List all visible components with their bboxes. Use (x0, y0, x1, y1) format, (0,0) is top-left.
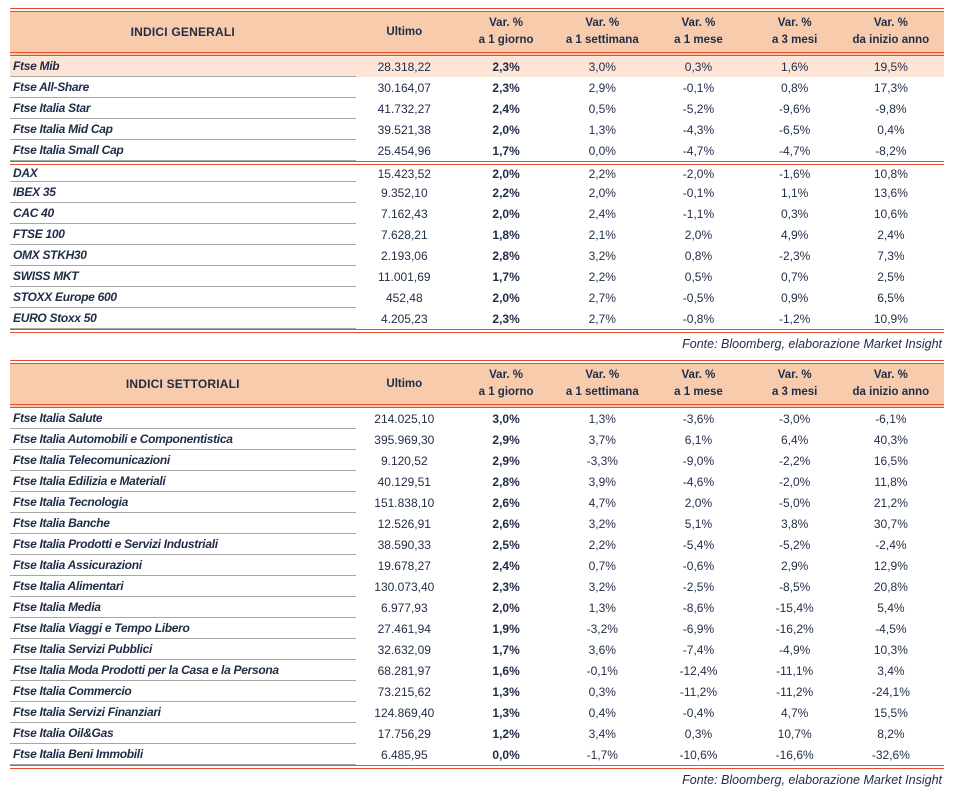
var-1w-value: 3,7% (588, 432, 616, 447)
ultimo-value: 124.869,40 (374, 705, 435, 720)
general-header-row (10, 12, 944, 56)
var-label-line2: a 1 settimana (565, 386, 639, 398)
table-row (10, 639, 944, 660)
var-1d-value: 2,8% (492, 248, 520, 263)
var-label-line1: Var. % (777, 368, 812, 381)
var-1d-value: 2,3% (492, 311, 520, 326)
var-1w-value: 0,7% (588, 558, 616, 573)
col-header-var-1m (655, 364, 751, 408)
index-name: Ftse Italia Telecomunicazioni (10, 450, 356, 471)
var-1m-value: -0,8% (682, 311, 715, 326)
table-row (10, 224, 944, 245)
var-ytd-value: 0,4% (877, 122, 905, 137)
col-header-var-3m (752, 364, 848, 408)
index-name: Ftse Italia Servizi Finanziari (10, 702, 356, 723)
table-row (10, 408, 944, 429)
var-3m-value: -16,6% (775, 747, 814, 762)
var-3m-value: -5,2% (778, 537, 811, 552)
table-row (10, 119, 944, 140)
var-label-line1: Var. % (585, 368, 620, 381)
col-header-ultimo: Ultimo (356, 12, 463, 56)
var-3m-value: -2,3% (778, 248, 811, 263)
ultimo-value: 27.461,94 (377, 621, 431, 636)
var-ytd-value: 15,5% (873, 705, 908, 720)
ultimo-value: 15.423,52 (356, 161, 463, 182)
var-1d-value: 2,6% (492, 495, 520, 510)
var-3m-value: -11,2% (776, 684, 814, 699)
var-1w-value: -3,3% (586, 453, 618, 468)
var-ytd-value: 2,4% (877, 227, 905, 242)
indici-generali-table-wrap (10, 8, 944, 333)
index-name: Ftse Italia Star (10, 98, 356, 119)
var-1w-value: 2,0% (588, 185, 616, 200)
ultimo-value: 68.281,97 (377, 663, 431, 678)
var-1w-value: 2,7% (588, 290, 616, 305)
table-row (10, 492, 944, 513)
index-name: Ftse Italia Servizi Pubblici (10, 639, 356, 660)
ultimo-value: 38.590,33 (377, 537, 431, 552)
settoriali-table-title: INDICI SETTORIALI (10, 364, 356, 408)
table-row (10, 77, 944, 98)
var-1d-value: 2,4% (492, 101, 520, 116)
ultimo-value: 6.977,93 (380, 600, 428, 615)
var-3m-value: 6,4% (780, 432, 809, 447)
ultimo-value: 395.969,30 (374, 432, 435, 447)
var-ytd-value: 10,6% (873, 206, 908, 221)
ultimo-value: 25.454,96 (377, 143, 431, 158)
var-ytd-value: 7,3% (877, 248, 905, 263)
var-3m-value: -11,1% (776, 663, 814, 678)
table-row (10, 287, 944, 308)
var-1d-value: 3,0% (492, 411, 520, 426)
var-3m-value: -4,7% (778, 143, 811, 158)
table-row (10, 203, 944, 224)
var-1m-value: -0,5% (682, 290, 715, 305)
var-1m-value: 2,0% (684, 227, 713, 242)
var-1w-value: 3,2% (588, 248, 616, 263)
var-3m-value: 4,7% (780, 705, 809, 720)
ultimo-value: 452,48 (385, 290, 423, 305)
var-1m-value: -1,1% (682, 206, 715, 221)
settoriali-table-header (10, 364, 944, 408)
var-3m-value: -9,6% (778, 101, 811, 116)
settoriali-table-body (10, 408, 944, 765)
var-3m-value: -16,2% (775, 621, 814, 636)
var-3m-value: 0,3% (780, 206, 809, 221)
ultimo-value: 7.628,21 (380, 227, 428, 242)
indici-settoriali-table-wrap (10, 360, 944, 769)
index-name: IBEX 35 (10, 182, 356, 203)
source-note: Fonte: Bloomberg, elaborazione Market Insight (682, 337, 942, 351)
index-name: CAC 40 (10, 203, 356, 224)
var-1m-value: -7,4% (682, 642, 715, 657)
var-1m-value: -2,5% (682, 579, 715, 594)
table-row (10, 98, 944, 119)
var-1d-value: 1,9% (492, 621, 520, 636)
var-ytd-value: 10,3% (873, 642, 908, 657)
var-1m-value: -9,0% (682, 453, 715, 468)
ultimo-value: 30.164,07 (377, 80, 431, 95)
col-header-ultimo: Ultimo (356, 364, 463, 408)
var-1m-value: -0,4% (682, 705, 715, 720)
table-row (10, 245, 944, 266)
ultimo-value: 17.756,29 (377, 726, 431, 741)
index-name: FTSE 100 (10, 224, 356, 245)
var-1d-value: 2,6% (492, 516, 520, 531)
table-row (10, 429, 944, 450)
var-1d-value: 1,8% (492, 227, 520, 242)
ultimo-value: 9.120,52 (380, 453, 428, 468)
var-ytd-value: 30,7% (873, 516, 908, 531)
var-1d-value: 2,3% (492, 579, 520, 594)
var-1d-value: 2,0% (492, 290, 520, 305)
var-1d-value: 1,3% (492, 705, 520, 720)
var-label-line1: Var. % (489, 16, 524, 29)
var-ytd-value: 16,5% (873, 453, 908, 468)
var-1m-value: -6,9% (682, 621, 715, 636)
var-1d-value: 2,8% (492, 474, 520, 489)
var-1m-value: 0,3% (684, 726, 713, 741)
index-name: Ftse Italia Alimentari (10, 576, 356, 597)
var-3m-value: -4,9% (778, 642, 811, 657)
var-ytd-value: 13,6% (873, 185, 908, 200)
var-ytd-value: -6,1% (875, 411, 907, 426)
index-name: Ftse Italia Small Cap (10, 140, 356, 161)
table-row (10, 723, 944, 744)
var-ytd-value: 21,2% (873, 495, 908, 510)
var-3m-value: 4,9% (780, 227, 809, 242)
var-ytd-value: 17,3% (873, 80, 908, 95)
var-1w-value: 2,9% (588, 80, 616, 95)
var-1w-value: 1,3% (588, 122, 616, 137)
var-ytd-value: -9,8% (875, 101, 907, 116)
index-name: STOXX Europe 600 (10, 287, 356, 308)
var-1m-value: -4,3% (682, 122, 715, 137)
indici-settoriali-table (10, 364, 944, 765)
var-3m-value: -5,0% (778, 495, 811, 510)
var-1w-value: 2,2% (588, 269, 616, 284)
var-ytd-value: -24,1% (871, 684, 910, 699)
var-3m-value: 1,1% (780, 185, 809, 200)
var-1m-value: -4,6% (682, 474, 715, 489)
table-row (10, 308, 944, 329)
table-row (10, 555, 944, 576)
var-ytd-value: -4,5% (875, 621, 907, 636)
var-1w-value: 4,7% (588, 495, 616, 510)
var-1w-value: 0,5% (588, 101, 616, 116)
var-label-line2: a 1 mese (674, 34, 723, 46)
var-ytd-value: 3,4% (877, 663, 905, 678)
source-note: Fonte: Bloomberg, elaborazione Market Insight (682, 773, 942, 787)
var-label-line2: a 1 giorno (478, 34, 534, 46)
col-header-var-1d (463, 364, 559, 408)
table-row (10, 471, 944, 492)
var-ytd-value: -8,2% (875, 143, 907, 158)
index-name: Ftse Italia Edilizia e Materiali (10, 471, 356, 492)
var-ytd-value: 12,9% (873, 558, 908, 573)
var-1m-value: -5,2% (682, 101, 715, 116)
table-row (10, 660, 944, 681)
var-3m-value: 0,8% (780, 80, 809, 95)
ultimo-value: 9.352,10 (380, 185, 428, 200)
ultimo-value: 32.632,09 (377, 642, 431, 657)
var-1w-value: 2,4% (588, 206, 616, 221)
var-1m-value: 2,0% (684, 495, 713, 510)
var-label-line1: Var. % (585, 16, 620, 29)
var-ytd-value: 19,5% (848, 56, 944, 77)
indici-settoriali-section (10, 360, 944, 796)
var-1w-value: 3,4% (588, 726, 616, 741)
ultimo-value: 28.318,22 (356, 56, 463, 77)
var-1d-value: 2,4% (492, 558, 520, 573)
var-1m-value: -12,4% (679, 663, 718, 678)
index-name: Ftse Italia Oil&Gas (10, 723, 356, 744)
var-3m-value: 0,7% (780, 269, 809, 284)
var-1w-value: 3,0% (559, 56, 655, 77)
var-ytd-value: 20,8% (873, 579, 908, 594)
var-1w-value: 2,2% (559, 161, 655, 182)
table-row (10, 140, 944, 161)
index-name: Ftse Italia Viaggi e Tempo Libero (10, 618, 356, 639)
var-1w-value: 0,0% (588, 143, 616, 158)
var-1w-value: 0,3% (588, 684, 616, 699)
var-1m-value: -0,1% (682, 185, 715, 200)
var-1d-value: 2,0% (463, 161, 559, 182)
ultimo-value: 73.215,62 (377, 684, 431, 699)
var-ytd-value: 6,5% (877, 290, 905, 305)
ultimo-value: 130.073,40 (374, 579, 435, 594)
var-ytd-value: 40,3% (873, 432, 908, 447)
var-1d-value: 1,7% (492, 642, 520, 657)
var-label-line2: a 3 mesi (771, 34, 818, 46)
var-1m-value: -5,4% (682, 537, 715, 552)
var-1d-value: 2,0% (492, 206, 520, 221)
var-3m-value: -8,5% (778, 579, 811, 594)
var-1w-value: 3,9% (588, 474, 616, 489)
index-name: Ftse Italia Moda Prodotti per la Casa e la Persona (10, 660, 356, 681)
var-label-line2: a 1 giorno (478, 386, 534, 398)
var-1d-value: 1,7% (492, 143, 520, 158)
var-1w-value: -0,1% (586, 663, 618, 678)
var-1d-value: 0,0% (492, 747, 520, 762)
var-1w-value: 0,4% (588, 705, 616, 720)
var-1m-value: -0,1% (682, 80, 715, 95)
index-name: Ftse Italia Mid Cap (10, 119, 356, 140)
table-row (10, 576, 944, 597)
table-row (10, 450, 944, 471)
var-1d-value: 2,2% (492, 185, 520, 200)
var-1m-value: 0,3% (655, 56, 751, 77)
index-name: SWISS MKT (10, 266, 356, 287)
index-name: Ftse Italia Commercio (10, 681, 356, 702)
index-name: Ftse Italia Media (10, 597, 356, 618)
var-1d-value: 1,2% (492, 726, 520, 741)
var-label-line1: Var. % (873, 368, 908, 381)
var-1m-value: -11,2% (679, 684, 718, 699)
ultimo-value: 11.001,69 (378, 269, 431, 284)
col-header-var-1m (655, 12, 751, 56)
var-1m-value: 0,5% (684, 269, 713, 284)
var-1m-value: -3,6% (682, 411, 715, 426)
var-1w-value: 3,6% (588, 642, 616, 657)
table-row (10, 513, 944, 534)
var-label-line2: a 1 mese (674, 386, 723, 398)
var-ytd-value: 2,5% (877, 269, 905, 284)
var-3m-value: 2,9% (780, 558, 809, 573)
var-3m-value: 1,6% (752, 56, 848, 77)
var-3m-value: -2,0% (778, 474, 811, 489)
index-name: OMX STKH30 (10, 245, 356, 266)
ultimo-value: 6.485,95 (380, 747, 428, 762)
general-table-header (10, 12, 944, 56)
ultimo-value: 4.205,23 (380, 311, 428, 326)
var-ytd-value: 10,8% (848, 161, 944, 182)
index-name: Ftse Italia Automobili e Componentistica (10, 429, 356, 450)
col-header-var-ytd (848, 364, 944, 408)
index-name: Ftse Italia Assicurazioni (10, 555, 356, 576)
ultimo-value: 40.129,51 (377, 474, 431, 489)
index-name: Ftse Italia Tecnologia (10, 492, 356, 513)
var-1w-value: 1,3% (588, 600, 616, 615)
var-1w-value: -1,7% (586, 747, 618, 762)
table-row (10, 266, 944, 287)
col-header-var-ytd (848, 12, 944, 56)
var-1d-value: 2,0% (492, 600, 520, 615)
var-1d-value: 1,7% (492, 269, 520, 284)
var-1m-value: 0,8% (684, 248, 713, 263)
table-row (10, 681, 944, 702)
ultimo-value: 214.025,10 (374, 411, 435, 426)
var-1d-value: 2,9% (492, 453, 520, 468)
var-1m-value: 6,1% (684, 432, 713, 447)
var-1d-value: 2,5% (492, 537, 520, 552)
var-1w-value: 1,3% (588, 411, 616, 426)
index-name: Ftse Italia Beni Immobili (10, 744, 356, 765)
table-row (10, 744, 944, 765)
var-1d-value: 2,0% (492, 122, 520, 137)
var-1w-value: 3,2% (588, 579, 616, 594)
var-3m-value: 3,8% (780, 516, 809, 531)
var-label-line1: Var. % (681, 368, 716, 381)
var-1m-value: -8,6% (682, 600, 715, 615)
var-ytd-value: -2,4% (875, 537, 907, 552)
var-3m-value: -1,2% (778, 311, 811, 326)
var-ytd-value: 11,8% (874, 474, 908, 489)
table-row (10, 534, 944, 555)
index-name: Ftse Italia Salute (10, 408, 356, 429)
indici-generali-table (10, 12, 944, 329)
var-label-line1: Var. % (681, 16, 716, 29)
ultimo-value: 19.678,27 (377, 558, 431, 573)
ultimo-value: 41.732,27 (377, 101, 431, 116)
var-3m-value: -6,5% (778, 122, 811, 137)
var-label-line2: a 3 mesi (771, 386, 818, 398)
col-header-var-1w (559, 364, 655, 408)
var-1m-value: 5,1% (684, 516, 713, 531)
var-1w-value: -3,2% (586, 621, 618, 636)
var-ytd-value: 5,4% (877, 600, 905, 615)
var-3m-value: -1,6% (752, 161, 848, 182)
ultimo-value: 7.162,43 (380, 206, 428, 221)
var-ytd-value: 10,9% (873, 311, 908, 326)
var-1d-value: 2,3% (463, 56, 559, 77)
var-1m-value: -2,0% (655, 161, 751, 182)
ultimo-value: 2.193,06 (380, 248, 428, 263)
var-1d-value: 2,3% (492, 80, 520, 95)
settoriali-header-row (10, 364, 944, 408)
var-label-line2: da inizio anno (852, 386, 930, 398)
var-1d-value: 2,9% (492, 432, 520, 447)
index-name: EURO Stoxx 50 (10, 308, 356, 329)
table-row (10, 702, 944, 723)
var-3m-value: -3,0% (778, 411, 811, 426)
col-header-var-1w (559, 12, 655, 56)
ultimo-value: 39.521,38 (377, 122, 431, 137)
ultimo-value: 151.838,10 (374, 495, 435, 510)
var-label-line2: da inizio anno (852, 34, 930, 46)
ultimo-value: 12.526,91 (377, 516, 431, 531)
index-name: Ftse Italia Banche (10, 513, 356, 534)
index-name: DAX (10, 161, 356, 182)
var-1d-value: 1,3% (492, 684, 520, 699)
var-ytd-value: -32,6% (871, 747, 910, 762)
general-table-body (10, 56, 944, 329)
index-name: Ftse All-Share (10, 77, 356, 98)
table-row (10, 161, 944, 182)
var-1m-value: -4,7% (682, 143, 715, 158)
table-row (10, 597, 944, 618)
table-row (10, 182, 944, 203)
var-1m-value: -0,6% (682, 558, 715, 573)
var-ytd-value: 8,2% (877, 726, 905, 741)
var-1w-value: 3,2% (588, 516, 616, 531)
indici-generali-section (10, 8, 944, 360)
var-1d-value: 1,6% (492, 663, 520, 678)
col-header-var-3m (752, 12, 848, 56)
general-table-title: INDICI GENERALI (10, 12, 356, 56)
var-label-line2: a 1 settimana (565, 34, 639, 46)
var-3m-value: -15,4% (775, 600, 814, 615)
index-name: Ftse Mib (10, 56, 356, 77)
var-label-line1: Var. % (873, 16, 908, 29)
var-3m-value: 0,9% (780, 290, 809, 305)
var-3m-value: -2,2% (778, 453, 811, 468)
var-1w-value: 2,1% (588, 227, 616, 242)
var-label-line1: Var. % (777, 16, 812, 29)
index-name: Ftse Italia Prodotti e Servizi Industriali (10, 534, 356, 555)
table-row (10, 618, 944, 639)
var-label-line1: Var. % (489, 368, 524, 381)
var-1m-value: -10,6% (679, 747, 718, 762)
col-header-var-1d (463, 12, 559, 56)
var-1w-value: 2,7% (588, 311, 616, 326)
var-1w-value: 2,2% (588, 537, 616, 552)
var-3m-value: 10,7% (777, 726, 812, 741)
table-row (10, 56, 944, 77)
